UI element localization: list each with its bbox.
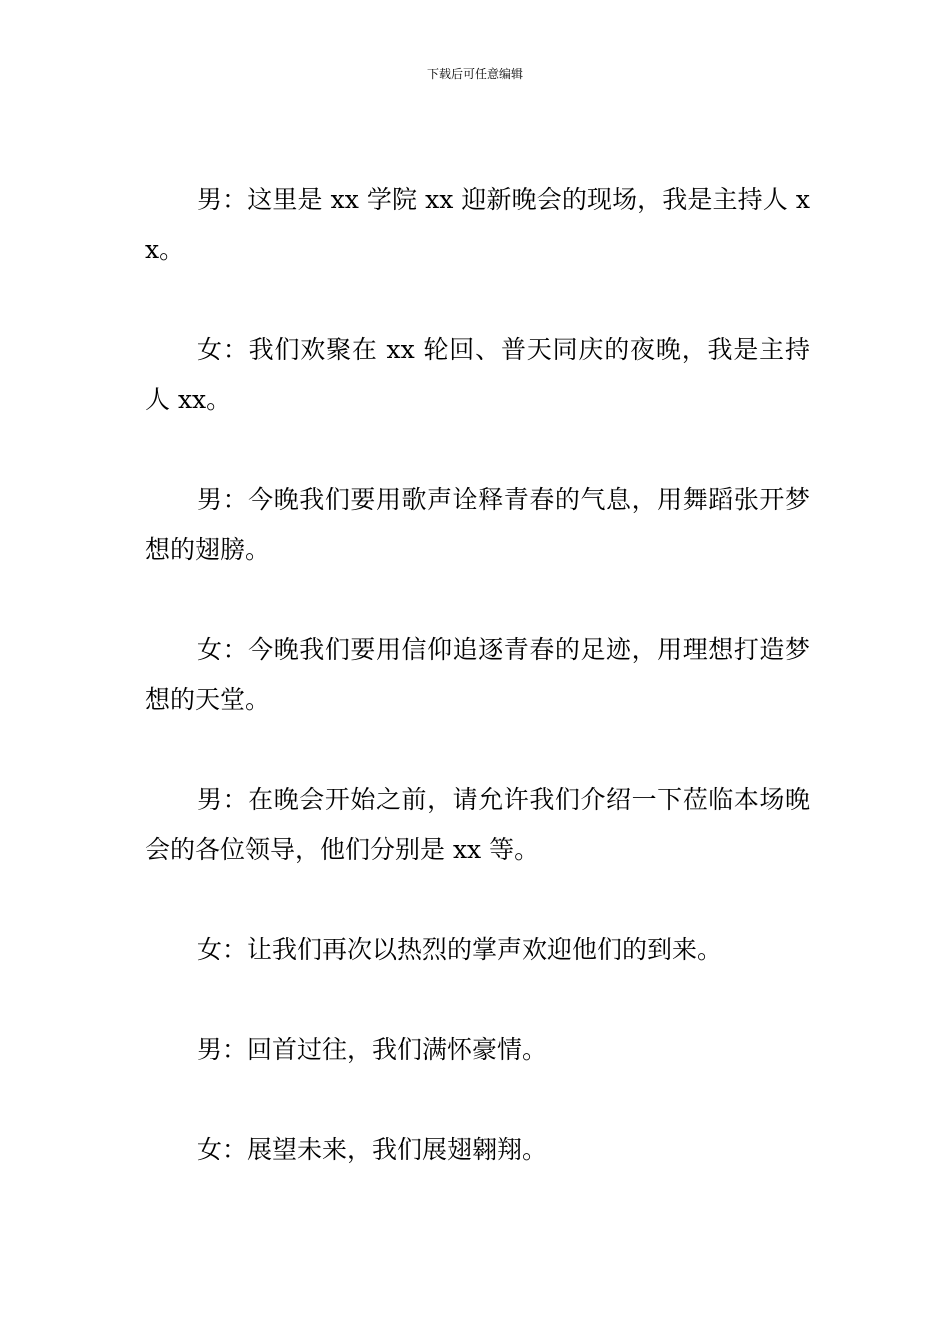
document-body [145, 175, 810, 1225]
paragraph-1: 男：这里是 xx 学院 xx 迎新晚会的现场，我是主持人 xx。 [145, 185, 810, 264]
paragraph-2: 女：我们欢聚在 xx 轮回、普天同庆的夜晚，我是主持人 xx。 [145, 335, 810, 414]
header-note: 下载后可任意编辑 [426, 67, 523, 81]
paragraph-8: 女：展望未来，我们展翅翱翔。 [197, 1135, 548, 1164]
paragraph-3: 男：今晚我们要用歌声诠释青春的气息，用舞蹈张开梦想的翅膀。 [145, 485, 810, 564]
paragraph-4: 女：今晚我们要用信仰追逐青春的足迹，用理想打造梦想的天堂。 [145, 635, 810, 714]
paragraph-5: 男：在晚会开始之前，请允许我们介绍一下莅临本场晚会的各位领导，他们分别是 xx 等。 [145, 785, 810, 864]
paragraph-6: 女：让我们再次以热烈的掌声欢迎他们的到来。 [197, 935, 723, 964]
paragraph-7: 男：回首过往，我们满怀豪情。 [197, 1035, 548, 1064]
